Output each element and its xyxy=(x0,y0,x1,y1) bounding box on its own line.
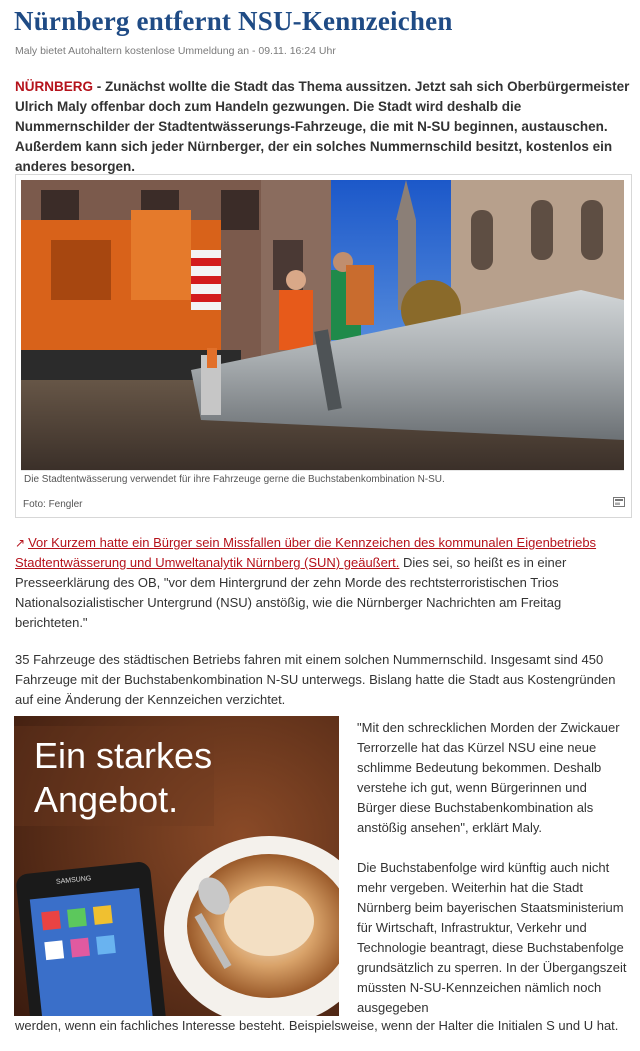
complaint-article-link[interactable]: Vor Kurzem hatte ein Bürger sein Missfallen über die Kennzeichen des kommunalen Eigenbetriebs Stadtentwässerung und Umweltanalytik Nürnberg (SUN) geäußert. xyxy=(15,535,597,570)
external-link-arrow-icon: ↗ xyxy=(15,536,26,550)
paragraph-2: 35 Fahrzeuge des städtischen Betriebs fahren mit einem solchen Nummernschild. Insgesamt sind 450 Fahrzeuge mit der Buchstabenkombination N-SU unterwegs. Bislang hatte die Stadt aus Kostengründen auf eine Änderung der Kennzeichen verzichtet. xyxy=(15,652,616,707)
article-headline: Nürnberg entfernt NSU-Kennzeichen xyxy=(14,6,453,36)
ad-headline xyxy=(34,734,212,822)
photo-caption: Die Stadtentwässerung verwendet für ihre Fahrzeuge gerne die Buchstabenkombination N-SU. xyxy=(24,474,445,485)
enlarge-image-icon[interactable] xyxy=(613,497,625,507)
paragraph-4-end: werden, wenn ein fachliches Interesse besteht. Beispielsweise, wenn der Halter die Initialen S und U hat. xyxy=(15,1018,619,1033)
paragraph-4-start: Die Buchstabenfolge wird künftig auch nicht mehr vergeben. Weiterhin hat die Stadt Nürnberg beim bayerischen Staatsministerium für Wirtschaft, Infrastruktur, Verkehr und Technologie beantragt, diese Buchstabenfolge grundsätzlich zu sperren. In der Übergangszeit müssten N-SU-Kennzeichen nämlich noch ausgegeben xyxy=(357,860,627,1015)
sidebar-text-column xyxy=(357,718,627,1038)
article-photo[interactable] xyxy=(21,180,624,470)
ad-headline-line-2: Angebot. xyxy=(34,779,179,820)
article-byline: Maly bietet Autohaltern kostenlose Ummeldung an - 09.11. 16:24 Uhr xyxy=(15,45,336,57)
maly-quote: "Mit den schrecklichen Morden der Zwickauer Terrorzelle hat das Kürzel NSU eine neue schlimme Bedeutung bekommen. Deshalb verstehe ich gut, wenn Bürgerinnen und Bürger diese Buchstabenkombination als anstößig ansehen", erklärt Maly. xyxy=(357,720,620,835)
ad-headline-line-1: Ein starkes xyxy=(34,735,213,776)
dateline-location: NÜRNBERG xyxy=(15,79,94,94)
paragraph-1-text: Dies sei, so heißt es in einer Presseerklärung des OB, "vor dem Hintergrund der zehn Morde des rechtsterroristischen Trios Nationalsozialistischer Untergrund (NSU) anstößig, wie die Nürnberger Nachrichten am Freitag berichteten." xyxy=(15,555,567,630)
photo-credit: Foto: Fengler xyxy=(23,499,83,510)
article-figure xyxy=(15,174,632,518)
paragraph-1 xyxy=(15,533,633,633)
article-lead xyxy=(15,77,633,177)
photo-illustration xyxy=(21,180,624,470)
photo-caption-bar xyxy=(21,470,624,491)
ad-phone-brand: SAMSUNG xyxy=(55,875,92,886)
lead-text: - Zunächst wollte die Stadt das Thema aussitzen. Jetzt sah sich Oberbürgermeister Ulrich Maly offenbar doch zum Handeln gezwungen. Die Stadt wird deshalb die Nummernschilder der Stadtentwässerungs-Fahrzeuge, die mit N-SU beginnen, austauschen. Außerdem kann sich jeder Nürnberger, der ein solches Nummernschild besitzt, kostenlos ein anderes besorgen. xyxy=(15,79,630,174)
advertisement[interactable] xyxy=(14,716,339,1016)
